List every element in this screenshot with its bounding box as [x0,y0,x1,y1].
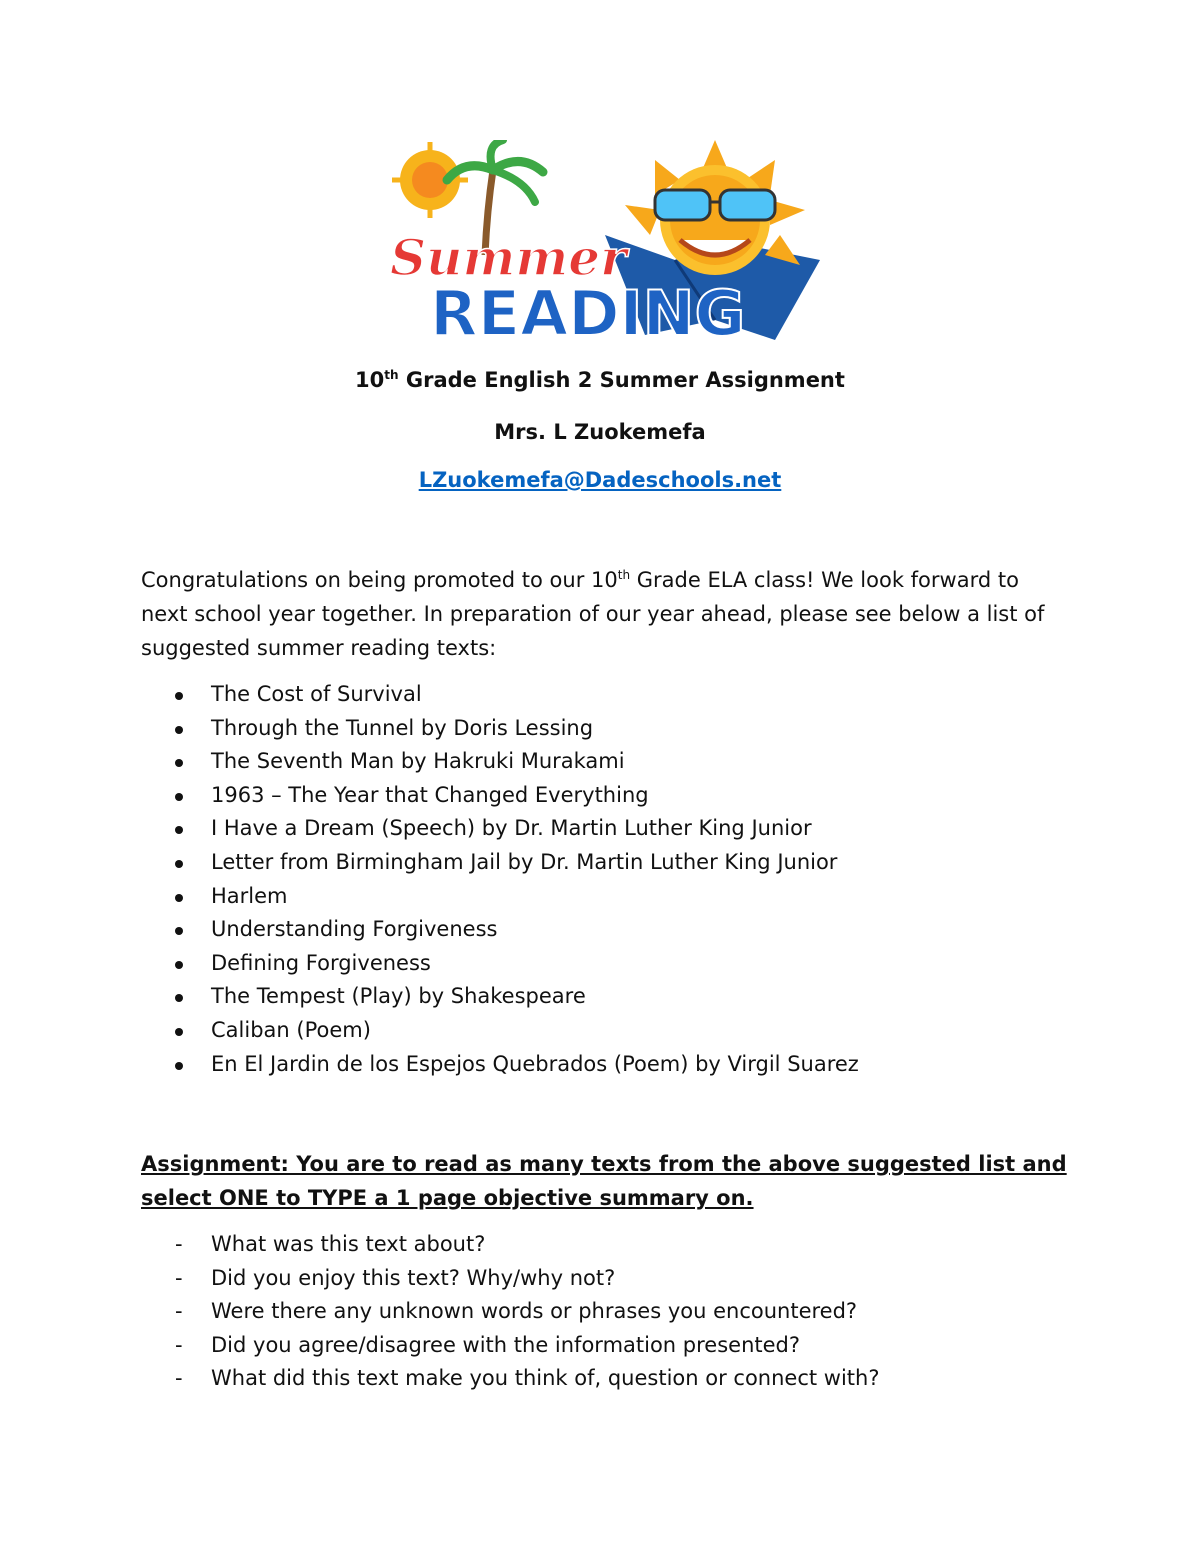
question-list [141,1228,1071,1396]
list-item: 1963 – The Year that Changed Everything [141,779,1071,813]
bullet-icon [175,759,183,767]
bullet-icon [175,1062,183,1070]
assignment-title: 10th Grade English 2 Summer Assignment [355,368,845,392]
list-item: - Did you enjoy this text? Why/why not? [141,1262,1071,1296]
bullet-icon [175,1028,183,1036]
bullet-icon [175,726,183,734]
list-item: - Did you agree/disagree with the information presented? [141,1329,1071,1363]
intro-paragraph: Congratulations on being promoted to our 10th Grade ELA class! We look forward to next school year together. In preparation of our year ahead, please see below a list of suggested summer reading texts: [141,568,1045,660]
dash-icon: - [175,1332,183,1357]
bullet-icon [175,961,183,969]
teacher-email [0,468,1200,492]
summer-reading-logo [375,140,830,350]
teacher-name: Mrs. L Zuokemefa [494,420,706,444]
bullet-icon [175,692,183,700]
bullet-icon [175,894,183,902]
list-item: En El Jardin de los Espejos Quebrados (Poem) by Virgil Suarez [141,1048,1071,1082]
list-item: Understanding Forgiveness [141,913,1071,947]
email-link[interactable]: LZuokemefa@Dadeschools.net [418,468,782,492]
list-item: Harlem [141,880,1071,914]
list-item: Defining Forgiveness [141,947,1071,981]
list-item: - What was this text about? [141,1228,1071,1262]
svg-text:READING: READING [430,277,746,350]
bullet-icon [175,793,183,801]
bullet-icon [175,860,183,868]
dash-icon: - [175,1265,183,1290]
list-item: Caliban (Poem) [141,1014,1071,1048]
list-item: Through the Tunnel by Doris Lessing [141,712,1071,746]
list-item: Letter from Birmingham Jail by Dr. Martin Luther King Junior [141,846,1071,880]
dash-icon: - [175,1299,183,1324]
dash-icon: - [175,1232,183,1256]
assignment-instructions: Assignment: You are to read as many texts from the above suggested list and select ONE to TYPE a 1 page objective summary on. [141,1152,1067,1210]
list-item: I Have a Dream (Speech) by Dr. Martin Luther King Junior [141,812,1071,846]
list-item: The Cost of Survival [141,678,1071,712]
bullet-icon [175,826,183,834]
bullet-icon [175,994,183,1002]
list-item: - What did this text make you think of, question or connect with? [141,1362,1071,1396]
bullet-icon [175,927,183,935]
dash-icon: - [175,1366,183,1391]
reading-list [141,678,1071,1081]
svg-text:Summer: Summer [390,228,627,287]
list-item: The Seventh Man by Hakruki Murakami [141,745,1071,779]
list-item: - Were there any unknown words or phrases you encountered? [141,1295,1071,1329]
list-item: The Tempest (Play) by Shakespeare [141,980,1071,1014]
